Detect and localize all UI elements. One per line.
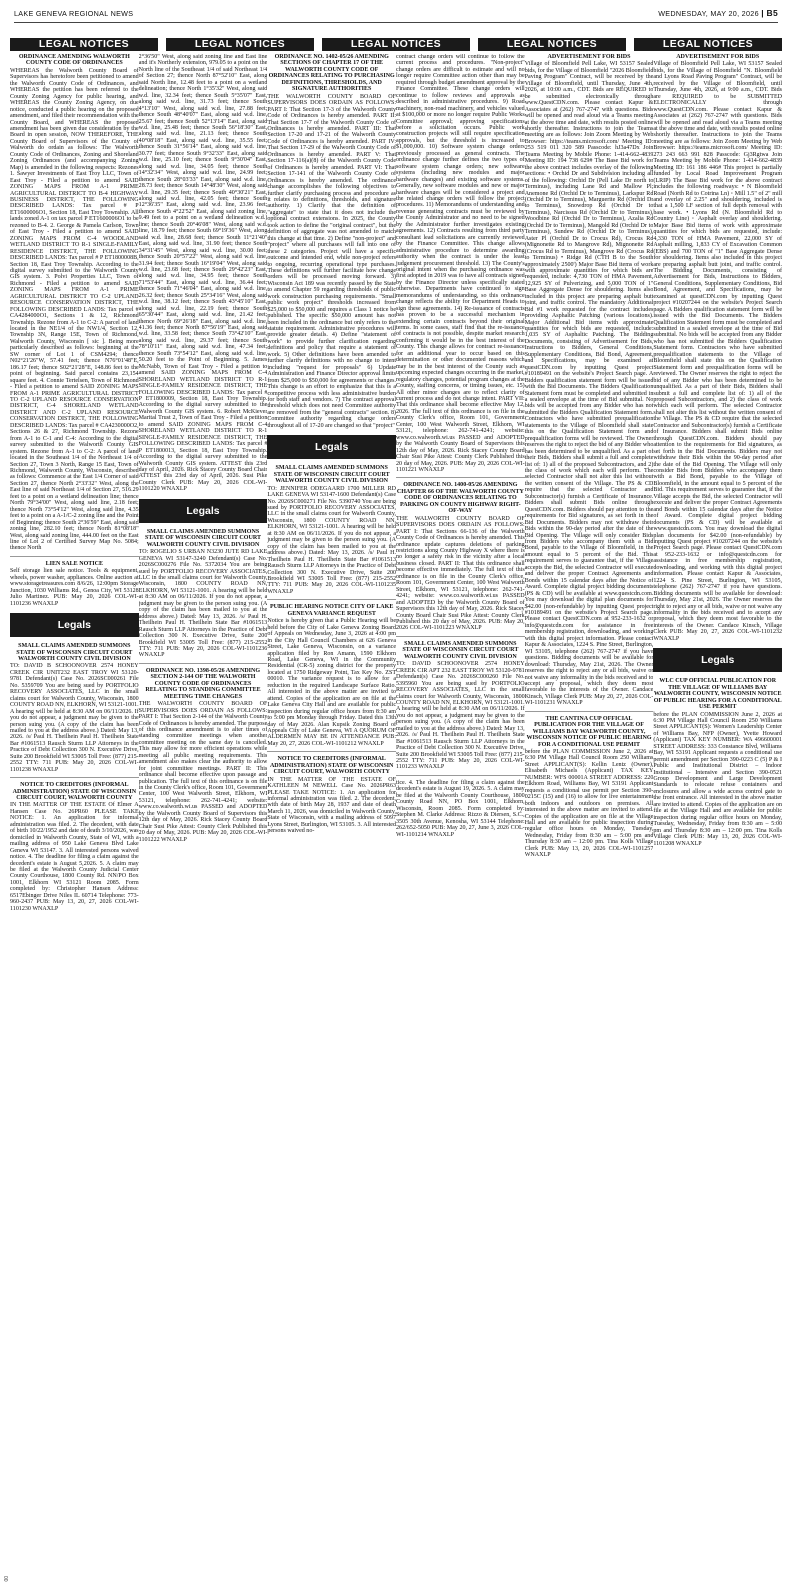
masthead-rule	[14, 22, 778, 23]
legal-notice	[653, 678, 782, 847]
legal-notice	[267, 465, 396, 595]
notice-column	[139, 54, 268, 1584]
notice-body: THE WALWORTH COUNTY BOARD OF SUPERVISORS DOES ORDAIN AS FOLLOWS: PART I: That Section 2-144 of the Walworth County Code of Ordinances is hereby amended. The purpose of this ordinance amendment is to alter times of standing committee meetings when another committee meeting on the same day is cancelled. This may allow for more efficient operations while meeting all public meeting requirements. This amendment also makes clear the authority to allow for joint committee meetings. PART II: This ordinance shall become effective upon passage and publication. The full text of this ordinance is on file in the County Clerk's office, Room 101, Government Center, 100 West Walworth Street, Elkhorn, WI 53121, telephone: 262-741-4241; website: www.co.walworth.wi.us PASSED and ADOPTED by the Walworth County Board of Supervisors this 12th day of May, 2026. Rick Stacey County Board Chair Susi Pike Attest: County Clerk Published this 20 day of May, 2026. PUB: May 20, 2026 COL-WI-1101222 WNAXLP	[138, 701, 268, 843]
legal-notice	[396, 780, 525, 838]
page-number: | B5	[761, 8, 778, 18]
notice-title: ORDINANCE NO. 1402-05/26 AMENDING SECTIONS OF CHAPTER 17 OF THE WALWORTH COUNTY CODE OF ORDINANCES RELATING TO PURCHASING DEFINITIONS, THRESHOLDS, AND SIGNATURE AUTHORITIES	[268, 54, 395, 93]
notice-divider	[396, 775, 525, 776]
notice-column	[653, 54, 782, 1584]
notice-body: before the PLAN COMMISSION June 2, 2026 at 6:30 PM Village Hall Council Room 250 Williams Street APPLICANT(S): Women's Leadership Center of Williams Bay, NFP (Owner), Yvette Howard (Applicant) TAX KEY NUMBER: WA 496600001 STREET ADDRESS: 333 Constance Blvd, Williams Bay, WI 53191 Applicant requests a conditional use permit amendment per Section 390-0223 C (5) P & I Public and Institutional District – Indoor Institutional – Intensive and Section 390-0521 Group Development and Large Development Standards to relocate refuse containers and enclosures and allow a wide access control gate to the front entrance. All interested in the above matter are invited to attend. Copies of the application are on file at the Village Hall and are available for public inspection during regular office hours on Monday, Tuesday, Wednesday, Friday from 8:30 am – 5:00 pm and Thursday 8:30 am – 12:00 pm. Tina Kolls Village Clerk PUB: May 13, 20, 2026 COL-WI-1101208 WNAXLP	[653, 711, 783, 847]
notice-body: IN THE MATTER OF THE ESTATE Of Elmer A Hansen Case No. 26PR60 PLEASE TAKE NOTICE: 1. An application for informal administration was filed. 2. The decedent, with date of birth 10/22/1952 and date of death 3/10/2026, was domiciled in Walworth County, State of WI, with a mailing address of 950 Lake Geneva Blvd Lake Geneva WI 53147. 3. All interested persons waived notice. 4. The deadline for filing a claim against the decedent's estate is August 5,2026. 5. A claim may be filed at the Walworth County Judicial Center County Courthouse, 1800 County Rd. NN/PO Box 1001, Elkhorn WI 53121 Room 2085. Form completed by: Christopher Hansen Address: 6517Ebinger Drive Niles IL 60714 Telephone: 773-960-2437 PUB: May 13, 20, 27, 2026 COL-WI-1101230 WNAXLP	[10, 802, 139, 912]
paper-name: LAKE GENEVA REGIONAL NEWS	[14, 8, 134, 18]
notice-divider	[10, 777, 139, 778]
section-header: LEGAL NOTICES	[322, 38, 470, 51]
legal-notice	[10, 54, 139, 552]
notice-title: ORDINANCE AMENDING WALWORTH COUNTY CODE OF ORDINANCES	[18, 54, 130, 67]
legal-notice	[525, 54, 654, 707]
notice-title: LIEN SALE NOTICE	[45, 560, 104, 567]
legal-notice	[10, 782, 139, 912]
legal-notice	[139, 54, 268, 493]
notice-body: Village of Bloomfield Pell Lake, WI 53157 Sealed bids, for the Village of Bloomfield "2026 Bloomfield Paving Program" Contract, will be received by the Village of Bloomfield, until Thursday, June 4th, 2026, at 10:00 a.m., CDT. Bids are REQUIRED to be submitted electronically through www.QuestCDN.com. Please contact Kapur & Associates at (262) 767-2747 with questions. Bids will be opened and read aloud via a Teams meeting at the above time and date, with results posted online shortly thereafter. Instructions to join the Teams meeting are as follows: Join Zoom Meeting by Web Browser: https://teams.microsoft.com/ Meeting ID: 253 519 011 320 589 Passcode: hJ3a47Dx Join Teams Meeting by Mobile Phone: 1-414-662-4839 Meeting ID: 194 738 629# The Base Bid work for the above contract includes overlay of the following sections: • Orchid Dr and Subdivision including all of the following: Orchid Dr (Pell Lake Dr north to Terminus), including Lane Rd and Mallow Pl; Anemone Rd (Orchid Dr to Terminus), Larkspur Rd (Orchid Dr to Terminus), Marguerite Rd (Orchid Dr to Terminus), Snowdrop Rd (Orchid Dr to Terminus), Narcissus Rd (Orchid Dr to Terminus), Woodbine Rd (Orchid Dr to Terminus), Azalia Rd (Orchid Dr to Terminus), Mangold Rd (Orchid Dr to Terminus), Sundew Rd (Orchid Dr to Terminus), Aster Pl (Orchid Dr to Crocus Rd), Crocus Rd (Mignonette Rd to Mangrove Rd), Mignonette Rd (Crocus Rd to Terminus), Mangrove Rd (Crocus Rd to Terminus) • Ridge Rd (CTH B to the South approximately 2500') Major Base Bid items of work with approximate quantities for which bids are requested, include: 4,730 TON of HMA Pavement, 12,925 SY of Pulverizing, and 5,000 TON of 1" Base Aggregate Dense for shouldering. Items also included in this project are preparing asphalt butt joint, and traffic control. The mandatory Additional Bid #1 work requested for the contract includes providing Asphaltic Patching (various locations). Major Additional Bid items with approximate quantities for which bids are requested, include: 1,035 SY of Asphaltic Patching. The Bidding Documents, consisting of Advertisement for Bids, Instructions to Bidders, General Conditions, Supplementary Conditions, Bid Bond, Agreement, and Specifications, may be examined at questCDN.com by inputting Quest project #10189491 on the website's Project Search page. A Bidders qualification statement form will be issued with the Bid Documents. The Bidders Qualification Statement form must be completed and submitted in a sealed envelope at the time of Bid submittal. No bids will be accepted from any Bidder who has not submitted the Bidders Qualification Statement form. Contractors who have submitted prequalification statements to the Village of Bloomfield shall state this on the Qualification Statement form and prequalification forms will be reviewed. The Owner reserves the right to reject the bid of any Bidder who has been determined to be unqualified. As a part of their Bids, Bidders shall submit a full and complete list of: 1) all of the proposed Subcontractors, and 2) the class of work which each will perform. The selected Contractor shall not alter this list without the written consent of the Village. The PS & CD require that the selected Contractor and Subcontractor(s) furnish a Certificate of Insurance. Bidders shall submit Bids online through QuestCDN.com. Bidders should pay attention to the requirements for Bid signatures, as set forth in the Bid Documents. Bidders may not withdraw their Bids within the 90-day period after the date of the Bid Opening. The Village will only consider Bids from Bidders who accompany them with a Bid Bond, payable to the Village of Bloomfield, in the amount equal to 5 percent of the Bid. This requirement serves to guarantee that, if the Village accepts the Bid, the selected Contractor will execute and deliver the proper Contract Agreements and Bonds within 15 calendar days after the Notice of Award. Complete digital project bidding documents (PS & CD) will be available at www.questcdn.com. You may download the digital plan documents for $42.00 (non-refundable) by inputting Quest project #10189491 on the website's Project Search page. Please contact QuestCDN.com at 952-233-1632 or info@questcdn.com for assistance in free membership registration, downloading, and working with this digital project information. Please contact Kapur & Associates, 1224 S. Pine Street, Burlington, WI 53105, telephone (262) 767-2747 if you have questions. Bidding documents will be available for download: Thursday, May 21st, 2026. The Owner reserves the right to reject any or all bids, waive or not waive any informality in the bids received and to accept any proposal, which they deem most favorable to the interests of the Owner. Candace Kinsch, Village Clerk PUB: May 20, 27, 2026 COL-WI-1101231 WNAXLP	[524, 61, 654, 707]
legal-notice	[396, 54, 525, 473]
legal-notice	[525, 716, 654, 859]
notice-title: SMALL CLAIMS AMENDED SUMMONS STATE OF WISCONSIN CIRCUIT COURT WALWORTH COUNTY CIVIL DIVISION	[402, 640, 519, 660]
notice-body: tice. 4. The deadline for filing a claim against the decedent's estate is August 19, 2026. 5. A claim may be filed at the Walworth County Courthouse, 1800 County Road NN, PO Box 1001, Elkhorn, Wisconsin, Room 2085. Form completed by: Stephen M. Clarke Address: Rizzo & Diersen, S.C., 3505 30th Avenue, Kenosha, WI 53144 Telephone: 262/652-5050 PUB: May 20, 27, June 3, 2026 COL-WI-1101214 WNAXLP	[396, 779, 525, 838]
notice-title: NOTICE TO CREDITORS (INFORMAL ADMINISTRATION) STATE OF WISCONSIN CIRCUIT COURT, WALWORTH COUNTY	[269, 756, 394, 776]
legal-notice	[267, 756, 396, 834]
notice-body: TO: ROGELIO S URBAN N3230 JUTE RD LAKE GENEVA WI 53147-3240 Defendant(s) Case No. 2026SC000276 File No. 5372034 You are being sued by PORTFOLIO RECOVERY ASSOCIATES, LLC in the small claims court for Walworth County, Wisconsin, 1800 COUNTY ROAD NN, ELKHORN, WI 53121-1001. A hearing will be held at 8:30 AM on 06/11/2026. If you do not appear, a judgment may be given to the person suing you. (A copy of the claim has been mailed to you at the address above.) Dated: May 13, 2026. /s/ Paul H. Theilhein Paul H. Theilhein State Bar #1061513 Rausch Sturm LLP Attorneys in the Practice of Debt Collection 300 N. Executive Drive, Suite 200 Brookfield WI 53005 Toll Free: (877) 215-2552 TTY: 711 PUB: May 20, 2026 COL-WI-1101236 WNAXLP	[138, 549, 268, 659]
notice-body: TO: DAVID B SCHOONOVER 2574 HONEY CREEK CIR UNIT232 EAST TROY WI 53120-9781 Defendant(s) Case No. 2026SC000261 File No. 5359709 You are being sued by PORTFOLIO RECOVERY ASSOCIATES, LLC in the small claims court for Walworth County, Wisconsin, 1800 COUNTY ROAD NN, ELKHORN, WI 53121-1001. A hearing will be held at 8:30 AM on 06/11/2026. If you do not appear, a judgment may be given to the person suing you. (A copy of the claim has been mailed to you at the address above.) Dated: May 13, 2026. /s/ Paul H. Theilhein Paul H. Theilhein State Bar #1061513 Rausch Sturm LLP Attorneys in the Practice of Debt Collection 300 N. Executive Drive, Suite 200 Brookfield WI 53005 Toll Free: (877) 215-2552 TTY: 711 PUB: May 20, 2026 COL-WI-1101238 WNAXLP	[10, 663, 139, 773]
notice-column	[267, 54, 396, 1584]
notice-divider	[396, 477, 525, 478]
notice-body: before the PLAN COMMISSION June 2, 2026 at 6:30 PM Village Hall Council Room 250 Williams Street APPLICANT(S): Kellin Lentz (Owner), Elisabeth Michaels (Applicant) TAX KEY NUMBER: WFS 00001A STREET ADDRESS: 220 Elkhorn Road, Williams Bay, WI 53191 Applicant requests a conditional use permit per Section 390-0215C (15) and (16) to allow for live entertainment both indoors and outdoors on premises. All interested in the above matter are invited to attend. Copies of the application are on file at the Village Hall and are available for public inspection during regular office hours on Monday, Tuesday, Wednesday, Friday from 8:30 am – 5:00 pm and Thursday 8:30 am – 12:00 pm. Tina Kolls Village Clerk PUB: May 13, 20, 2026 COL-WI-1101257 WNAXLP	[524, 749, 654, 859]
masthead	[14, 4, 778, 22]
legals-banner: Legals	[10, 613, 139, 637]
notice-column	[10, 54, 139, 1584]
notice-body: Village of Bloomfield Pell Lake, WI 53157 Sealed bids, for the Village of Bloomfield "N. Bloomfield and Lyons Road Paving Program" Contract, will be received by the Village of Bloomfield, until Thursday, June 4th, 2026, at 9:00 a.m., CDT. Bids are REQUIRED to be SUBMITTED ELECTRONICALLY through www.QuestCDN.com. Please contact Kapur & Associates at (262) 767-2747 with questions. Bids will be opened and read aloud via a Teams meeting at the above time and date, with results posted online shortly thereafter. Instructions to join the Teams meeting are as follows: Join Zoom Meeting by Web Browser: https://teams.microsoft.com/ Meeting ID: 273 243 663 991 828 Passcode: Gj3Rgtwa Join Teams Meeting by Mobile Phone: 1-414-662-4839 Meeting ID: 161 186 446# This project is partially funded by Local Road Improvement Program (LRIP) The Base Bid work for the above contract includes the following roadways: • N Bloomfield Road (North Rd to Cotrina Ln) ◦ Mill 1.5" of 2" mill and overlay of 2.25" and shouldering, included is that a 1,500 LF section of full depth removal with base work. • Lyons Rd (N. Bloomfield Rd to Country Line) ◦ Asphalt overlay and shouldering. Major Base Bid items of work with approximate quantities for which bids are requested, include: 4,330 TON of HMA Pavement, 22,000 SY of Asphalt milling, 1,833 CY of Excavation Common (EBS) and 700 TON of "1" Base Aggregate Dense for shouldering. Items also included in this project are preparing asphalt butt joint, and traffic control. The Bidding Documents, consisting of Advertisement for Bids, Instructions to Bidders, General Conditions, Supplementary Conditions, Bid Bond, Agreement, and Specifications, may be examined at questCDN.com by inputting Quest project #10207244 on the website's Project Search page. A Bidders qualification statement form will be issued with the Bid Documents. The Bidders Qualification Statement form must be completed and submitted in a sealed envelope at the time of Bid submittal. No bids will be accepted from any Bidder who has not submitted the Bidders Qualification Statement form. Contractors who have submitted prequalification statements to the Village of Bloomfield shall state this on the Qualification Statement form and prequalification forms will be reviewed. The Owner reserves the right to reject the bid of any Bidder who has been determined to be unqualified. As a part of their Bids, Bidders shall submit a full and complete list of: 1) all of the proposed Subcontractors, and 2) the class of work which each will perform. The selected Contractor shall not alter this list without the written consent of the Village. The PS & CD require that the selected Contractor and Subcontractor(s) furnish a Certificate of Insurance. Bidders shall submit Bids online through QuestCDN.com. Bidders should pay attention to the requirements for Bid signatures, as set forth in the Bid Documents. Bidders may not withdraw their Bids within the 90-day period after the date of the Bid Opening. The Village will only consider Bids from Bidders who accompany them with a Bid Bond, payable to the Village of Bloomfield, in the amount equal to 5 percent of the Bid. This requirement serves to guarantee that, if the Village accepts the Bid, the selected Contractor will execute and deliver the proper Contract Agreements and Bonds within 15 calendar days after the Notice of Award. Complete digital project bidding documents (PS & CD) will be available at www.questcdn.com. You may download the digital plan documents for $42.00 (non-refundable) by inputting Quest project #10207244 on the website's Project Search page. Please contact QuestCDN.com at 952-233-1632 or info@questcdn.com for assistance in free membership registration, downloading, and working with this digital project information. Please contact Kapur & Associates, 1224 S. Pine Street, Burlington, WI 53105, telephone (262) 767-2747 if you have questions. Bidding documents will be available for download: Thursday, May 21st, 2026. The Owner reserves the right to reject any or all bids, waive or not waive any informality in the bids received and to accept any proposal, which they deem most favorable to the interests of the Owner. Candace Kinsch, Village Clerk PUB: May 20, 27, 2026 COL-WI-1101232 WNAXLP	[653, 61, 783, 642]
notice-body: THE WALWORTH COUNTY BOARD OF SUPERVISORS DOES ORDAIN AS FOLLOWS: PART I: That Sections 66-136 of the Walworth County Code of Ordinances is hereby amended. This ordinance update captures deletions of parking restrictions along County Highway X where there is no longer a safety risk in the vicinity after a local business closed. PART II: That this ordinance shall become effective immediately. The full text of this ordinance is on file in the County Clerk's office, Room 101, Government Center, 100 West Walworth Street, Elkhorn, WI 53121, telephone: 262-741-4241; website: www.co.walworth.wi.us PASSED and ADOPTED by the Walworth County Board of Supervisors this 12th day of May, 2026. Rick Stacey County Board Chair Susi Pike Attest: County Clerk Published this 20 day of May, 2026. PUB: May 20, 2026 COL-WI-1101223 WNAXLP	[396, 515, 525, 632]
notice-divider	[10, 556, 139, 557]
legal-notice	[653, 54, 782, 642]
notice-divider	[396, 636, 525, 637]
legals-banner: Legals	[267, 435, 396, 459]
legal-notice	[10, 643, 139, 773]
notice-divider	[525, 711, 654, 712]
legal-notice	[267, 54, 396, 429]
masthead-date: WEDNESDAY, MAY 20, 2026 | B5	[658, 8, 778, 18]
notice-title: ADVERTISEMENT FOR BIDS	[676, 54, 760, 60]
notice-column	[525, 54, 654, 1584]
legal-notice	[267, 604, 396, 747]
legal-notice	[139, 668, 268, 843]
notice-body: TO: DAVID SCHOONOVER 2574 HONEY CREEK CIR APT 232 EAST TROY WI 53120-9781 Defendant(s) Case No. 2026SC000260 File No. 5395960 You are being sued by PORTFOLIO RECOVERY ASSOCIATES, LLC in the small claims court for Walworth County, Wisconsin, 1800 COUNTY ROAD NN, ELKHORN, WI 53121-1001. A hearing will be held at 8:30 AM on 06/11/2026. If you do not appear, a judgment may be given to the person suing you. (A copy of the claim has been mailed to you at the address above.) Dated: May 13, 2026. /s/ Paul H. Theilhein Paul H. Theilhein State Bar #1061513 Rausch Sturm LLP Attorneys in the Practice of Debt Collection 300 N. Executive Drive, Suite 200 Brookfield WI 53005 Toll Free: (877) 215-2552 TTY: 711 PUB: May 20, 2026 COL-WI-1101233 WNAXLP	[396, 661, 525, 771]
notice-body: 2°36'50" West, along said zoning line and East line and it's Northerly extension, 979.05 to a point on the North line of the Southeast 1/4 of said Northeast 1/4 of Section 27; thence North 87°52'10" East, along said North line, 12.48 feet to a point on a wetland delineation; thence North 1°35'32" West, along said w.d. line, 32.34 feet; thence South 5°35'07" East, along said w.d. line, 31.73 feet; thence South 4°13'10" West, along said w.d. line, 27.88 feet; thence South 48°40'07" East, along said w.d. line, 25.67 feet; thence South 52°13'14" East, along said w.d. line, 25.48 feet; thence South 56°18'30" East, along said w.d. line, 21.13 feet; thence South 40°08'18" East, along said w.d. line, 35.55 feet; thence South 31°56'14" East, along said w.d. line, 30.77 feet; thence South 9°32'33" East, along said w.d. line, 25.10 feet; thence South 9°30'04" East, along said w.d. line, 34.05 feet; thence South 14°32'34" West, along said w.d. line, 24.99 feet; thence South 28°03'33" East, along said w.d. line, 28.73 feet; thence South 14°48'30" West, along said w.d. line, 29.35 feet; thence South 40°30'21" East, along said w.d. line, 42.05 feet; thence South 12°36'35" East, along said w.d. line, 23.96 feet; thence South 4°22'52" East, along said zoning line, 9.49 feet to a point on a wetland delineation w.d.) line; thence South 20°46'08" West, along said w.d. line, 18.79 feet; thence South 69°19'36" West, along said w.d. line, 28.68 feet; thence South 11°21'40" East, along said w.d. line, 31.90 feet; thence South 34°31'45" West, along said w.d. line, 30.00 feet; thence South 20°57'22" West, along said w.d. line, 31.94 feet; thence South 16°19'04" West, along said w.d. line, 23.68 feet; thence South 29°42'23" East, along said w.d. line, 34.95 feet; thence South 71°53'44" East, along said w.d. line, 36.44 feet; thence South 71°46'04" East, along said w.d. line, 26.32 feet; thence South 25°34'16" West, along said w.d. line, 38.12 feet; thence South 43°45'10" East, along said w.d. line, 22.19 feet; thence South 65°30'44" East, along said w.d. line, 21.42 feet; thence North 69°26'18" East, along said w.d. line, 41.36 feet; thence North 87°56'19" East, along said w.d. line, 33.58 feet; thence South 73°42'10" East, along said w.d. line, 29.37 feet; thence South 78°10'11" East, along said w.d. line, 47.34 feet; thence South 73°54'12" East, along said w.d. line, 50.20 feet to the Point of Beginning. 5. James McNabb, Town of East Troy - Filed a petition to amend SAID ZONING MAPS FROM C-4 SHORELAND WETLAND DISTRICT TO R-1 SINGLE-FAMILY RESIDENCE DISTRICT, THE FOLLOWING DESCRIBED LANDS: Tax parcel # P ET1800009, Section 18, East Troy Township. According to the digital survey submitted to the Walworth County GIS system. 6. Robert McKiever Marital Trust 2, Town of East Troy - Filed a petition to amend SAID ZONING MAPS FROM C-4 SHORELAND WETLAND DISTRICT TO R-1 SINGLE-FAMILY RESIDENCE DISTRICT, THE FOLLOWING DESCRIBED LANDS: Tax parcel # P ET1800013, Section 18, East Troy Township. According to the digital survey submitted to the Walworth County GIS system. ATTEST this 23rd day of April, 2026. Rick Stacey County Board Chair ATTEST this 23rd day of April, 2026. Susi Pike County Clerk PUB: May 20, 2026 COL-WI-1101220 WNAXLP	[138, 54, 268, 493]
notice-title: WLC CUP OFFICIAL PUBLICATION FOR THE VILLAGE OF WILLIAMS BAY WALWORTH COUNTY, WISCONSIN NOTICE OF PUBLIC HEARING FOR A CONDITIONAL USE PERMIT	[653, 678, 782, 711]
fold-mark: 00	[2, 1576, 8, 1582]
section-header: LEGAL NOTICES	[10, 38, 158, 51]
section-header: LEGAL NOTICES	[166, 38, 314, 51]
notice-title: ADVERTISEMENT FOR BIDS	[547, 54, 631, 60]
notice-title: SMALL CLAIMS AMENDED SUMMONS STATE OF WISCONSIN CIRCUIT COURT WALWORTH COUNTY CIVIL DIVISION	[16, 643, 133, 662]
notice-body: WHEREAS the Walworth County Board of Supervisors has heretofore been petitioned to amend the Walworth County Code of Ordinances, and WHEREAS the petition has been referred to the County Zoning Agency for public hearing, and WHEREAS the County Zoning Agency, on due notice, conducted a public hearing on the proposed amendment, and filed their recommendation with the County Board, and WHEREAS the proposed amendment has been given due consideration by the Board in open session, NOW THEREFORE, THE County Board of Supervisors of the County of Walworth do ordain as follows: The Walworth County Code of Ordinances, Zoning and Shoreland Zoning Ordinances (and accompanying Zoning Map) is amended in the following respects: Rezones 1. Sawyer Investments of East Troy LLC, Town of East Troy - Filed a petition to amend SAID ZONING MAPS FROM A-1 PRIME AGRICULTURAL DISTRICT TO B-4 HIGHWAY BUSINESS DISTRICT, THE FOLLOWING DESCRIBED LANDS: Tax parcel # P ET1600006O1, Section 18, East Troy Township. All lands zoned A-1 on tax parcel P ET1600006O1 to be rezoned to B-4. 2. George & Pamela Carlson, Town of East Troy - Filed a petition to amend SAID ZONING MAPS FROM C-4 WOODLAND WETLAND DISTRICT TO R-1 SINGLE-FAMILY RESIDENCE DISTRICT, THE FOLLOWING DESCRIBED LANDS: Tax parcel # P ET1800008B, Section 18, East Troy Township. According to the digital survey submitted to the Walworth County GIS system. 3. Polvi Properties LLC, Town of Richmond - Filed a petition to amend SAID ZONING MAPS FROM A-1 PRIME AGRICULTURAL DISTRICT TO C-2 UPLAND RESOURCE CONSERVATION DISTRICT, THE FOLLOWING DESCRIBED LANDS: Tax parcel # CA4284000O1, Sections 1 & 12, Richmond Township. Rezone from A-1 to C-2: A parcel of land located in the NE1/4 of the NW1/4, Section 12, Township 3N, Range 15E, Town of Richmond, Walworth County, Wisconsin [ sic ]. Being more particularly described as follows: beginning at the SW corner of Lot 1 of CSM4294; thence N02°21'26"W, 57.41 feet; thence N76°01'48"E, 186.17 feet; thence S02°21'28"E, 148.86 feet to the point of beginning. Said parcel contains 23,154 square feet. 4. Connie Tertelsen, Town of Richmond - Filed a petition to amend SAID ZONING MAPS FROM A-1 PRIME AGRICULTURAL DISTRICT TO C-2 UPLAND RESOURCE CONSERVATION DISTRICT, C-4 SHORELAND WETLAND DISTRICT AND C-2 UPLAND RESOURCE CONSERVATION DISTRICT, THE FOLLOWING DESCRIBED LANDS: Tax parcel # CA4230000O2, Sections 26 & 27, Richmond Township. Rezone from A-1 to C-1 and C-4: According to the digital survey submitted to the Walworth County GIS system. Rezone from A-1 to C-2: A parcel of land located in the Southeast 1/4 of the Northeast 1/4 of Section 27, Town 3 North, Range 15 East, Town of Richmond, Walworth County, Wisconsin, described as follows: Commence at the East 1/4 Corner of said Section 27, thence North 2°33'32" West, along the East line of said Northeast 1/4 of Section 27, 516.29 feet to a point on a wetland delineation line; thence North 79°34'00" West, along said line, 2.18 feet; thence North 73°54'12" West, along said line, 4.35 feet to a point on a A-1/C-2 zoning line and the Point of Beginning; thence South 2°36'59" East, along said zoning line, 282.10 feet; thence North 81°08'18" West, along said zoning line, 444.00 feet on the East line of Lot 2 of Certified Survey Map No. 5084; thence North	[10, 67, 139, 552]
notice-title: PUBLIC HEARING NOTICE CITY OF LAKE GENEVA VARIANCE REQUEST	[269, 604, 394, 617]
legals-banner: Legals	[653, 648, 782, 672]
notice-body: THE WALWORTH COUNTY BOARD OF SUPERVISORS DOES ORDAIN AS FOLLOWS: PART I: That Section 17-3 of the Walworth County Code of Ordinances is hereby amended. PART II: That Section 17-7 of the Walworth County Code of Ordinances is hereby amended. PART III: That Section 17-20 and 17-21 of the Walworth County Code of Ordinances is hereby amended. PART IV: That Section 17-29 of the Walworth County Code of Ordinances is hereby amended. PART V: That Section 17-116(a)(8) of the Walworth County Code of Ordinances is hereby amended. PART VI: That Section 17-141 of the Walworth County Code of Ordinances is hereby amended. The ordinance change accomplishes the following objectives to further clarify purchasing process and procedure as it relates to definitions, thresholds, and signature authority. 1) Clarify that the definition of "aggregate" to state that it does not include the optional contract extensions. In 2025, the County took action to define the "original contract", but the definition of aggregate was not amended to match this change at that time. 2) Define "non-project" and "project" where all purchases will fall into one of these 2 categories. Project will have a specific outcome and intended end, while non-project refers to ongoing, recurring operational type purchases. These definitions will further facilitate how change orders will be processed moving forward. 3) Wisconsin Act 189 was recently passed by the State to amend Chapter 59 regarding thresholds of public work construction purchasing requirements. "Small public work project" thresholds increased from $25,000 to $50,000 and requires a Class 1 notice be published. The specific $50,000 amount has not been included in the ordinance but only refers to the statute requirement. Administrative procedures will provide greater details. 4) Define "statement of work" to provide further clarification regarding definitions and policy that require a statement of work. 5) Other definitions have been amended to further clarify definitions with no change to intent including "request for proposals" 6) Update Administration and Finance Director approval limits from $25,000 to $50,000 for agreements or changes. This change is an effort to emphasize that this is a competitive process with less administrative burden for both staff and vendors. 7) The contract approval threshold which does not need Committee authority are removed from the "general contracts" section. 8) Committee authority regarding change orders throughout all of 17-20 are changed so that "project"	[267, 93, 397, 429]
notice-body: Notice is hereby given that a Public Hearing will be held before the City of Lake Geneva Zoning Board of Appeals on Wednesday, June 3, 2026 at 4:00 pm in the City Hall Council Chambers at 626 Geneva Street, Lake Geneva, Wisconsin, on a variance application filed by Ron Amann, 1590 Elkhorn Road, Lake Geneva, WI in the Community Residential (CR-5) zoning district for the property located at 1750 Ridgeway Point, Tax Key No. ZST 00010. The variance request is to allow for a reduction in the required Landscape Surface Ratio. All interested in the above matter are invited to attend. Copies of the application are on file at the Lake Geneva City Hall and are available for public inspection during regular office hours from 8:30 am to 5:00 pm Monday through Friday. Dated this 13th day of May 2026. Alan Kupsik Zoning Board of Appeals City of Lake Geneva, WI A QUORUM OF ALDERMEN MAY BE IN ATTENDANCE PUB: May 20, 27, 2026 COL-WI-1101212 WNAXLP	[267, 618, 397, 747]
section-headers	[10, 38, 782, 51]
notice-title: SMALL CLAIMS AMENDED SUMMONS STATE OF WISCONSIN CIRCUIT COURT WALWORTH COUNTY CIVIL DIVISION	[144, 528, 262, 548]
notice-title: ORDINANCE NO. 1400-05/26 AMENDING CHAPTER 66 OF THE WALWORTH COUNTY CODE OF ORDINANCES RELATING TO PARKING ON COUNTY HIGHWAY RIGHT-OF-WAY	[396, 482, 524, 515]
notice-body: contract change orders will continue to follow the current process and procedures. "Non-project" change orders are difficult to estimate and will no longer require Committee action other than may be required through budget amendment approval by the Finance Committee. These change orders will continue to follow reviews and approvals as described in administrative procedures. 9) Road machinery, non-road machinery, and vehicles valued at $100,000 or more no longer require Public Works Committee approval; approving specifications before a solicitation occurs. Public work construction projects will still require specification approvals, but the threshold is increased to $1,000,000. 10) Software system change orders previously processed as general contracts. The ordinance change further defines the two types of software system change orders; new software systems (including new modules and major hardware changes) and existing software systems. Generally, new software modules and new or major hardware changes will be considered a project and the related change orders will follow the project procedures. 11) Memorandums of understanding and revenue generating contracts must be reviewed by the County Administrator and no need to be signed by the Administrator further investigates existing agreements. 12) Contracts resulting from third party consultant lead solicitations are currently reviewed by the Finance Committee. This change allows administrative procedure to determine awarding authority when the contract is under the least judgement procurement threshold. 13) The County's original intent when the purchasing ordinance was first adopted in 2019 was to have all contracts signed by the Finance Director unless specifically stated otherwise. Departments have continued to sign memorandums of understanding, so this ordinance change reflects the ability for Department Heads to sign these agreements. 14) Re-issuance of contracts has proven to be a successful mechanism in extending certain contracts beyond their original terms. In some cases, staff find that the re-issuance of contracts is not possible, despite market research confirming it would be in the best interest of the County. This change allows for contract re-issuance for an additional year to occur based on this determination or other documented reasons which may be in the best interest of the County such as upcoming expected changes occurring in the market, regulatory changes, potential program changes at the County, staffing concerns, or timing issues, etc. 15) All other minor changes are to reflect clarity of current process and do not change intent. PART VII: That this ordinance shall become effective May 12, 2026. The full text of this ordinance is on file in the County Clerk's office, Room 101, Government Center, 100 West Walworth Street, Elkhorn, WI 53121, telephone: 262-741-4241; website: www.co.walworth.wi.us PASSED and ADOPTED by the Walworth County Board of Supervisors this 12th day of May, 2026. Rick Stacey County Board Chair Susi Pike Attest: County Clerk Published this 20 day of May, 2026. PUB: May 20, 2026 COL-WI-1101221 WNAXLP	[396, 54, 525, 473]
section-header: LEGAL NOTICES	[634, 38, 782, 51]
legals-banner: Legals	[139, 499, 268, 523]
legal-notice	[396, 641, 525, 771]
notice-body: TO: JENNIFER ODEGAARD 1700 MILLER RD LAKE GENEVA WI 53147-1600 Defendant(s) Case No. 2026SC000271 File No. 5390740 You are being sued by PORTFOLIO RECOVERY ASSOCIATES, LLC in the small claims court for Walworth County, Wisconsin, 1800 COUNTY ROAD NN, ELKHORN, WI 53121-1001. A hearing will be held at 8:30 AM on 06/11/2026. If you do not appear, a judgment may be given to the person suing you. (A copy of the claim has been mailed to you at the address above.) Dated: May 13, 2026. /s/ Paul H. Theilhein Paul H. Theilhein State Bar #1061513 Rausch Sturm LLP Attorneys in the Practice of Debt Collection 300 N. Executive Drive, Suite 200 Brookfield WI 53005 Toll Free: (877) 215-2552 TTY: 711 PUB: May 20, 2026 COL-WI-1101235 WNAXLP	[267, 485, 397, 595]
notice-title: ORDINANCE NO. 1398-05/26 AMENDING SECTION 2-144 OF THE WALWORTH COUNTY CODE OF ORDINANCES RELATING TO STANDING COMMITTEE MEETING TIME CHANGES	[145, 667, 261, 700]
section-header: LEGAL NOTICES	[478, 38, 626, 51]
notice-title: NOTICE TO CREDITORS (INFORMAL ADMINISTRATION) STATE OF WISCONSIN CIRCUIT COURT, WALWORTH COUNTY	[12, 782, 137, 802]
notice-columns	[10, 54, 782, 1584]
legal-notice	[396, 482, 525, 631]
notice-title: THE CANTINA CUP OFFICIAL PUBLICATION FOR THE VILLAGE OF WILLIAMS BAY WALWORTH COUNTY, WISCONSIN NOTICE OF PUBLIC HEARING FOR A CONDITIONAL USE PERMIT	[526, 715, 652, 748]
notice-title: SMALL CLAIMS AMENDED SUMMONS STATE OF WISCONSIN CIRCUIT COURT WALWORTH COUNTY CIVIL DIVISION	[273, 465, 390, 485]
notice-body: Self storage lien sale notice. Tools & equipment, wheels, power washer, appliances. Online auction at www.storagetreasures.com 8/6/26, 12:00pm Storage Junction, 1030 Williams Rd., Genoa City, WI 53128 Julio Martinez. PUB: May 20, 2026 COL-WI-1101236 WNAXLP	[10, 568, 139, 607]
notice-body: IN THE MATTER OF THE ESTATE OF KATHLEEN M NEWELL Case No. 2026PR63 PLEASE TAKE NOTICE: 1. An application for informal administration was filed. 2. The decedent, with date of birth May 28, 1937 and date of death March 11, 2026, was domiciled in Walworth County, State of Wisconsin, with a mailing address of 5097 Lyons Street, Burlington, WI 53105. 3. All interested persons waived no-	[267, 776, 397, 835]
notice-divider	[139, 663, 268, 664]
legal-notice	[139, 529, 268, 659]
notice-divider	[267, 751, 396, 752]
legal-notice	[10, 561, 139, 607]
notice-divider	[267, 599, 396, 600]
notice-column	[396, 54, 525, 1584]
